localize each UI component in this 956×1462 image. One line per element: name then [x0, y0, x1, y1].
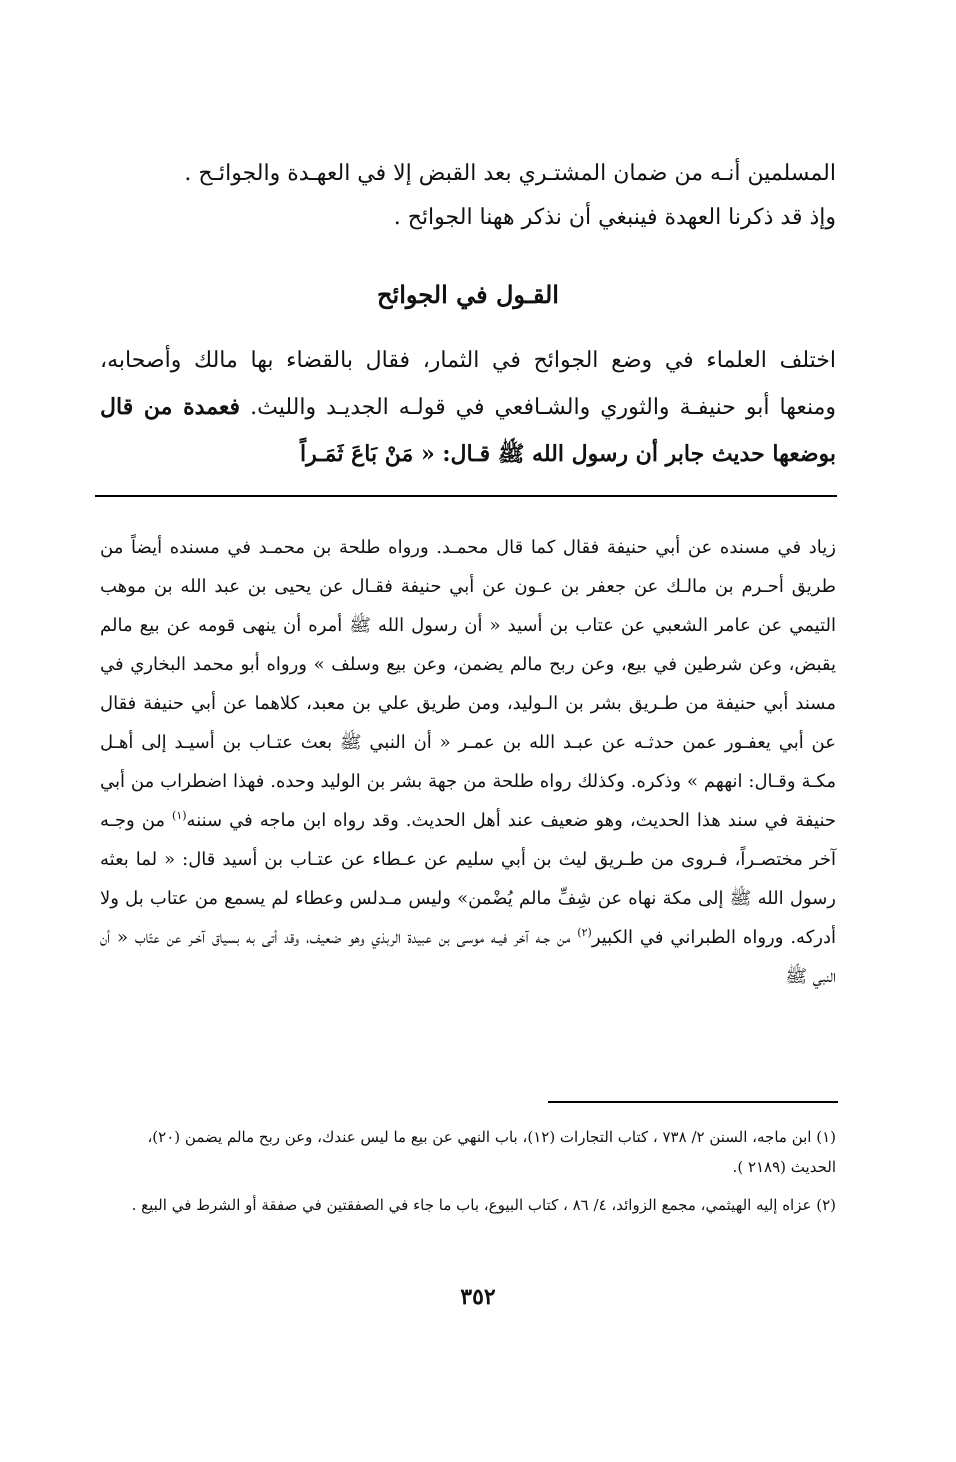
footnote-ref-2: (٢): [577, 926, 592, 939]
page-number: ٣٥٢: [460, 1284, 496, 1310]
main-text: [100, 152, 836, 240]
footnote-1: (١) ابن ماجه، السنن ٢/ ٧٣٨ ، كتاب التجارات (١٢)، باب النهي عن بيع ما ليس عندك، وعن ربح مالم يضمن (٢٠)، الحديث (٢١٨٩ ).: [147, 1128, 836, 1176]
commentary-part-1: زياد في مسنده عن أبي حنيفة فقال كما قال محمـد. ورواه طلحة بن محمـد في مسنده أيضاً من طريق أحـرم بن مالـك عن جعفر بن عـون عن أبي حنيفة فقـال عن يحيى بن عبد الله بن موهب التيمي عن عامر الشعبي عن عتاب بن أسيد « أن رسول الله ﷺ أمره أن ينهى قومه عن بيع مالم يقبض، وعن شرطين في بيع، وعن ربح مالم يضمن، وعن بيع وسلف » ورواه أبو محمد البخاري في مسند أبي حنيفة من طـريق بشر بن الـوليد، ومن طريق علي بن معبد، كلاهما عن أبي حنيفة فقال عن أبي يعفـور عمن حدثـه عن عبـد الله بن عمـر « أن النبي ﷺ بعث عتـاب بن أسيـد إلى أهـل مكـة وقـال: انههم » وذكره. وكذلك رواه طلحة من جهة بشر بن الوليد وحده. فهذا اضطراب من أبي حنيفة في سند هذا الحديث، وهو ضعيف عند أهل الحديث. وقد رواه ابن ماجه في سننه: [100, 537, 836, 831]
separator-rule: [95, 495, 837, 497]
footnote-ref-1: (١): [172, 809, 187, 822]
section-heading: القـول في الجوائح: [377, 280, 559, 309]
footnote-rule: [548, 1101, 838, 1103]
main-line-1: المسلمين أنـه من ضمان المشتـري بعد القبض إلا في العهـدة والجوائـح .: [184, 161, 836, 186]
footnote-2: (٢) عزاه إليه الهيثمي، مجمع الزوائد، ٤/ ٨٦ ، كتاب البيوع، باب ما جاء في الصفقتين في صفقة أو الشرط في البيع .: [131, 1196, 836, 1214]
hadith-lead: فعمدة من قال بوضعها حديث جابر أن رسول الله ﷺ قـال: « مَنْ بَاعَ ثَمَـراً: [100, 394, 836, 467]
commentary-part-2: من وجـه آخر مختصـراً، فـروى من طـريق ليث بن أبي سليم عن عـطاء عن عتـاب بن أسيد قال: « لما بعثه رسول الله ﷺ إلى مكة نهاه عن شِفِّ مالم يُضْمن» وليس مـدلس وعطاء لم يسمع من عتاب بل ولا أدركه. ورواه الطبراني في الكبير: [100, 810, 836, 948]
commentary-part-3: من جـه آخر فيـه موسى بن عبيدة الربذي وهو ضعيف، وقد أتى به بسياق آخـر عن عتّاب « أن النبي ﷺ: [100, 927, 836, 987]
commentary-text: [100, 528, 836, 996]
paragraph-body: اختلف العلماء في وضع الجوائح في الثمار، فقال بالقضاء بها مالك وأصحابه، ومنعها أبو حنيفـة والثوري والشـافعي في قولـه الجديـد والليث.: [100, 348, 836, 420]
section-paragraph: [100, 338, 836, 478]
main-line-2: وإذ قد ذكرنا العهدة فينبغي أن نذكر ههنا الجوائح .: [393, 205, 836, 230]
footnotes: [100, 1122, 836, 1228]
